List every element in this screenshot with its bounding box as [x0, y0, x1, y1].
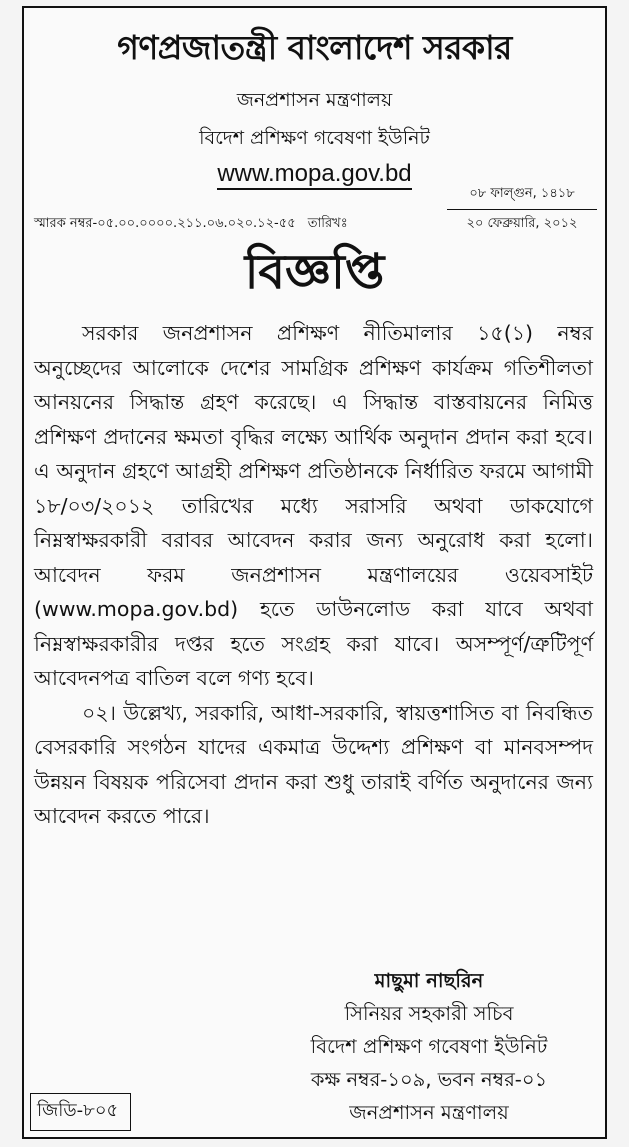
date-bangla: ০৮ ফাল্গুন, ১৪১৮ — [447, 184, 597, 210]
notice-title: বিজ্ঞপ্তি — [244, 244, 385, 300]
signatory-ministry: জনপ্রশাসন মন্ত্রণালয় — [349, 1101, 509, 1124]
notice-frame — [22, 6, 607, 1139]
government-title: গণপ্রজাতন্ত্রী বাংলাদেশ সরকার — [117, 28, 512, 67]
memo-number: স্মারক নম্বর-০৫.০০.০০০০.২১১.০৬.০২০.১২-৫৫ — [34, 216, 296, 231]
website-link[interactable]: www.mopa.gov.bd — [217, 160, 411, 190]
body-paragraph-2: ০২। উল্লেখ্য, সরকারি, আধা-সরকারি, স্বায়ত্তশাসিত বা নিবন্ধিত বেসরকারি সংগঠন যাদের একমাত্র উদ্দেশ্য প্রশিক্ষণ বা মানবসম্পদ উন্নয়ন বিষয়ক পরিসেবা প্রদান করা শুধু তারাই বর্ণিত অনুদানের জন্য আবেদন করতে পারে। — [34, 700, 593, 828]
ministry-name: জনপ্রশাসন মন্ত্রণালয় — [236, 89, 393, 111]
date-label: তারিখঃ — [307, 216, 348, 231]
date-english: ২০ ফেব্রুয়ারি, ২০১২ — [466, 216, 578, 231]
notice-body — [34, 316, 593, 834]
date-block — [447, 184, 597, 235]
gd-number-box: জিডি-৮০৫ — [30, 1093, 131, 1131]
memo-reference — [34, 214, 348, 235]
signatory-name: মাছুমা নাছরিন — [374, 969, 484, 992]
signatory-unit: বিদেশ প্রশিক্ষণ গবেষণা ইউনিট — [310, 1035, 548, 1058]
signatory-room: কক্ষ নম্বর-১০৯, ভবন নম্বর-০১ — [310, 1068, 548, 1091]
signature-block — [279, 964, 579, 1129]
unit-name: বিদেশ প্রশিক্ষণ গবেষণা ইউনিট — [199, 127, 430, 149]
signatory-designation: সিনিয়র সহকারী সচিব — [344, 1002, 514, 1025]
body-paragraph-1: সরকার জনপ্রশাসন প্রশিক্ষণ নীতিমালার ১৫(১) নম্বর অনুচ্ছেদের আলোকে দেশের সামগ্রিক প্রশিক্ষণ কার্যক্রম গতিশীলতা আনয়নের সিদ্ধান্ত গ্রহণ করেছে। এ সিদ্ধান্ত বাস্তবায়নের নিমিত্ত প্রশিক্ষণ প্রদানের ক্ষমতা বৃদ্ধির লক্ষ্যে আর্থিক অনুদান প্রদান করা হবে। এ অনুদান গ্রহণে আগ্রহী প্রশিক্ষণ প্রতিষ্ঠানকে নির্ধারিত ফরমে আগামী ১৮/০৩/২০১২ তারিখের মধ্যে সরাসরি অথবা ডাকযোগে নিম্নস্বাক্ষরকারী বরাবর আবেদন করার জন্য অনুরোধ করা হলো। আবেদন ফরম জনপ্রশাসন মন্ত্রণালয়ের ওয়েবসাইট (www.mopa.gov.bd) হতে ডাউনলোড করা যাবে অথবা নিম্নস্বাক্ষরকারীর দপ্তর হতে সংগ্রহ করা যাবে। অসম্পূর্ণ/ত্রুটিপূর্ণ আবেদনপত্র বাতিল বলে গণ্য হবে। — [34, 321, 593, 690]
